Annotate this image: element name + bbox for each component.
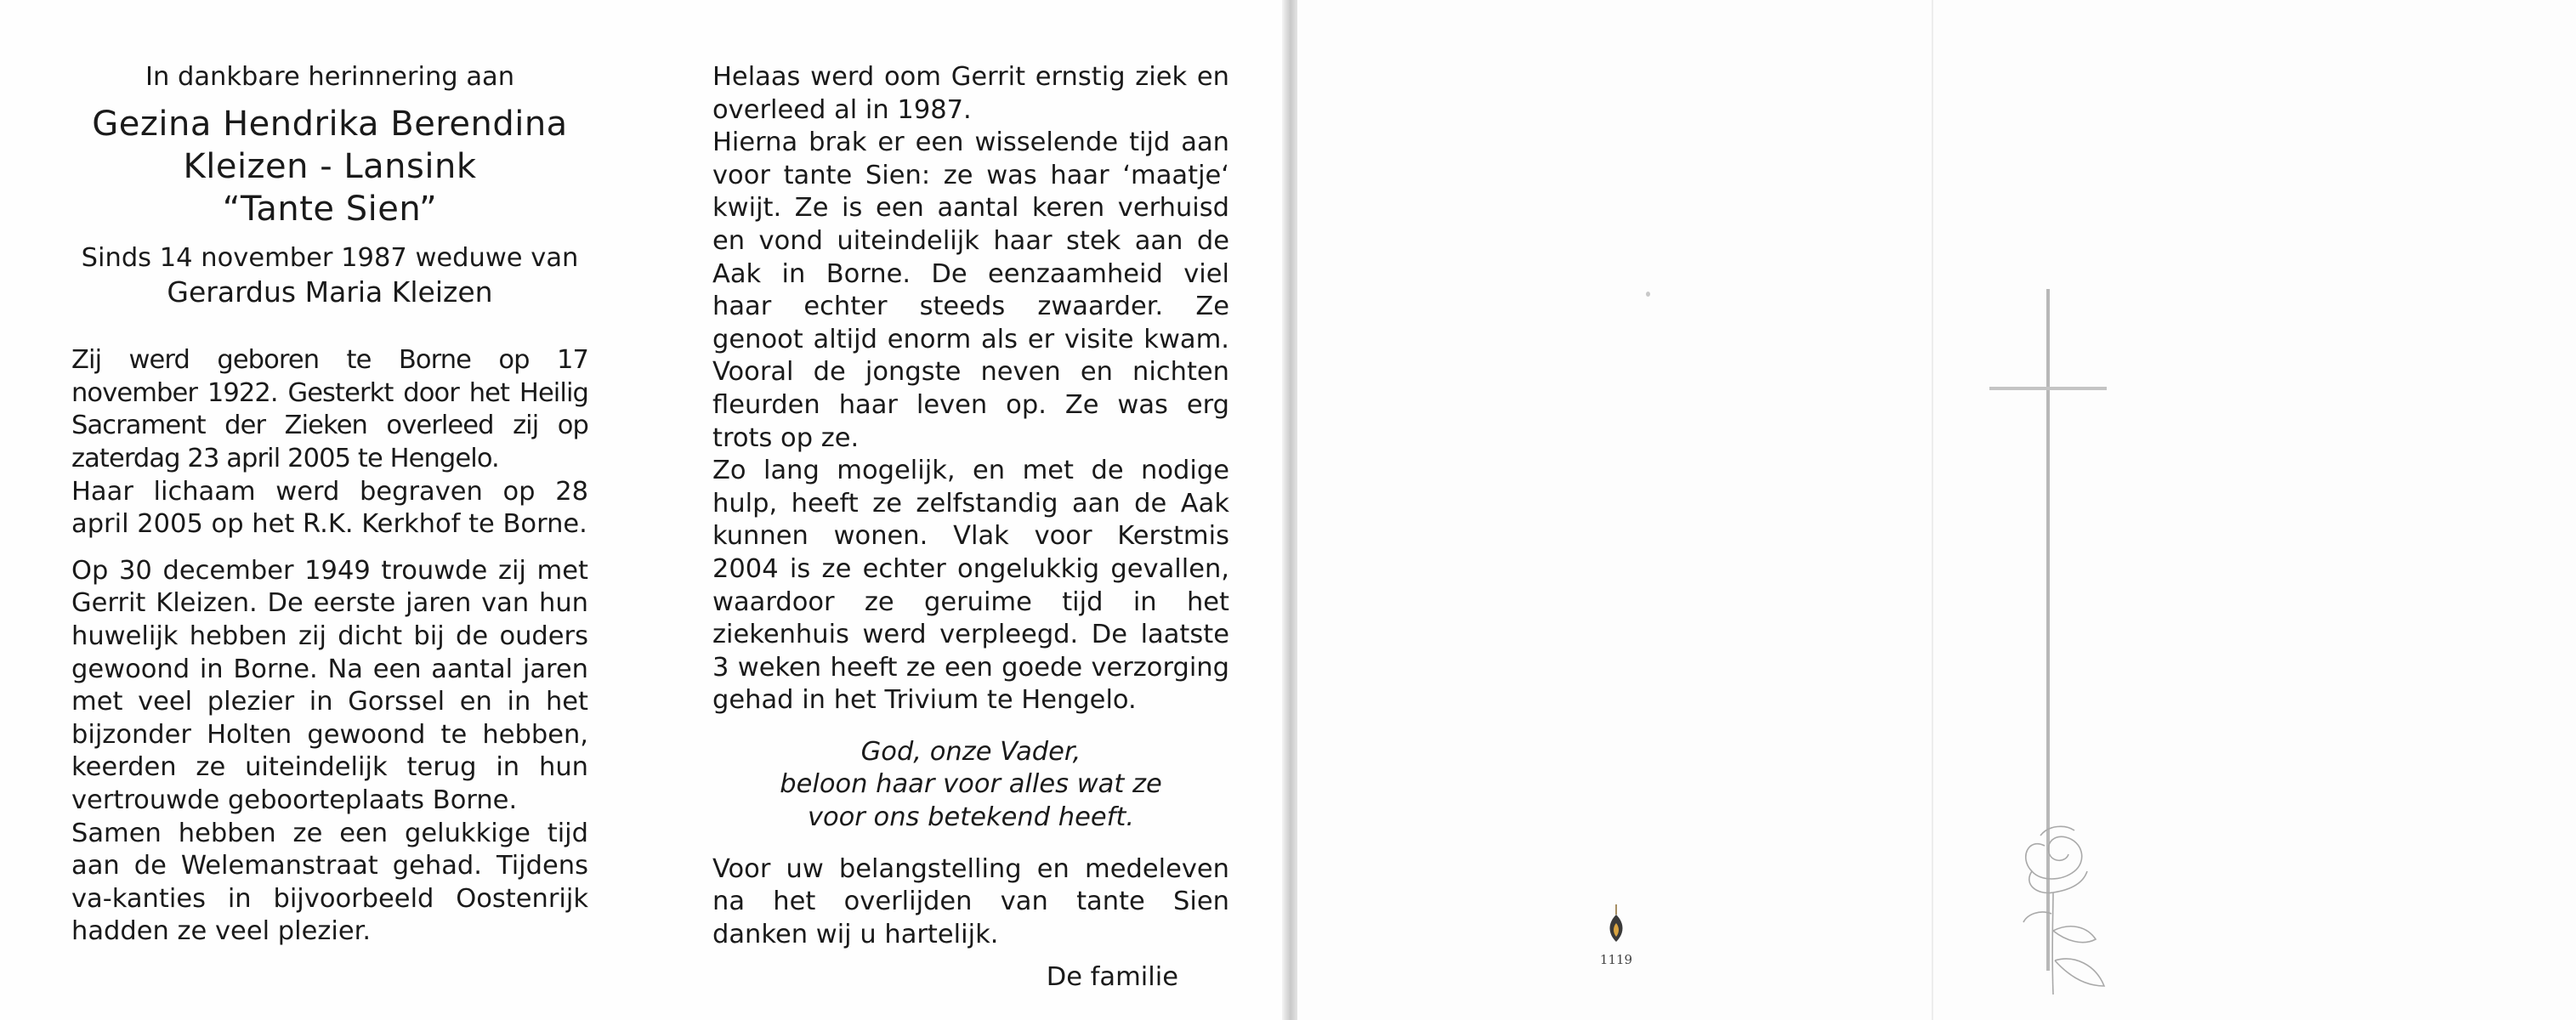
paper-speck bbox=[1646, 292, 1650, 297]
burial-paragraph: Haar lichaam werd begraven op 28 april 2005 op het R.K. Kerkhof te Borne. bbox=[71, 476, 588, 540]
illness-paragraph: Helaas werd oom Gerrit ernstig ziek en overleed al in 1987. bbox=[712, 62, 1229, 125]
printer-logo-icon bbox=[1605, 904, 1627, 944]
deceased-name-line2: Kleizen - Lansink bbox=[183, 146, 477, 186]
signature: De familie bbox=[1046, 962, 1178, 993]
cross-crossbar bbox=[1989, 387, 2107, 390]
opening-line: In dankbare herinnering aan bbox=[145, 62, 515, 92]
husband-name: Gerardus Maria Kleizen bbox=[167, 275, 493, 309]
prayer-line-1: God, onze Vader, bbox=[860, 736, 1081, 767]
birth-paragraph: Zij werd geboren te Borne op 17 november 1922. Gesterkt door het Heilig Sacrament der Zieken overleed zij op zaterdag 23 april 2005 te Hengelo. bbox=[71, 345, 588, 473]
deceased-name-line1: Gezina Hendrika Berendina bbox=[92, 104, 568, 144]
outer-fold-line bbox=[1932, 0, 1933, 1020]
printer-code: 1119 bbox=[1599, 952, 1633, 967]
changing-time-paragraph: Hierna brak er een wisselende tijd aan voor tante Sien: ze was haar ‘maatje‘ kwijt. Ze is een aantal keren verhuisd en vond uiteindelijk haar stek aan de Aak in Borne. De eenzaamheid viel haar echter steeds zwaarder. Ze genoot altijd enorm als er visite kwam. Vooral de jongste neven en nichten fleurden haar leven op. Ze was erg trots op ze. bbox=[712, 128, 1229, 453]
widow-line: Sinds 14 november 1987 weduwe van bbox=[81, 242, 579, 273]
marriage-paragraph: Op 30 december 1949 trouwde zij met Gerrit Kleizen. De eerste jaren van hun huwelijk hebben zij dicht bij de ouders gewoond in Borne. Na een aantal jaren met veel plezier in Gorssel en in het bijzonder Holten gewoond te hebben, keerden ze uiteindelijk terug in hun vertrouwde geboorteplaats Borne. bbox=[71, 555, 588, 815]
deceased-nickname: “Tante Sien” bbox=[222, 189, 438, 229]
left-text-column bbox=[71, 61, 588, 949]
independent-living-paragraph: Zo lang mogelijk, en met de nodige hulp, heeft ze zelfstandig aan de Aak kunnen wonen. Vlak voor Kerstmis 2004 is ze echter ongelukkig gevallen, waardoor ze geruime tijd in het ziekenhuis werd verpleegd. De laatste 3 weken heeft ze een goede verzorging gehad in het Trivium te Hengelo. bbox=[712, 456, 1229, 716]
right-text-column bbox=[712, 61, 1229, 994]
together-paragraph: Samen hebben ze een gelukkige tijd aan de Welemanstraat gehad. Tijdens va-kanties in bijvoorbeeld Oostenrijk hadden ze veel plezier. bbox=[71, 818, 588, 947]
rose-icon bbox=[2002, 812, 2138, 999]
prayer-line-2: beloon haar voor alles wat ze bbox=[780, 769, 1162, 800]
thanks-paragraph: Voor uw belangstelling en medeleven na het overlijden van tante Sien danken wij u hartelijk. bbox=[712, 853, 1229, 949]
prayer-line-3: voor ons betekend heeft. bbox=[807, 802, 1135, 833]
outer-spread bbox=[1297, 0, 2576, 1020]
